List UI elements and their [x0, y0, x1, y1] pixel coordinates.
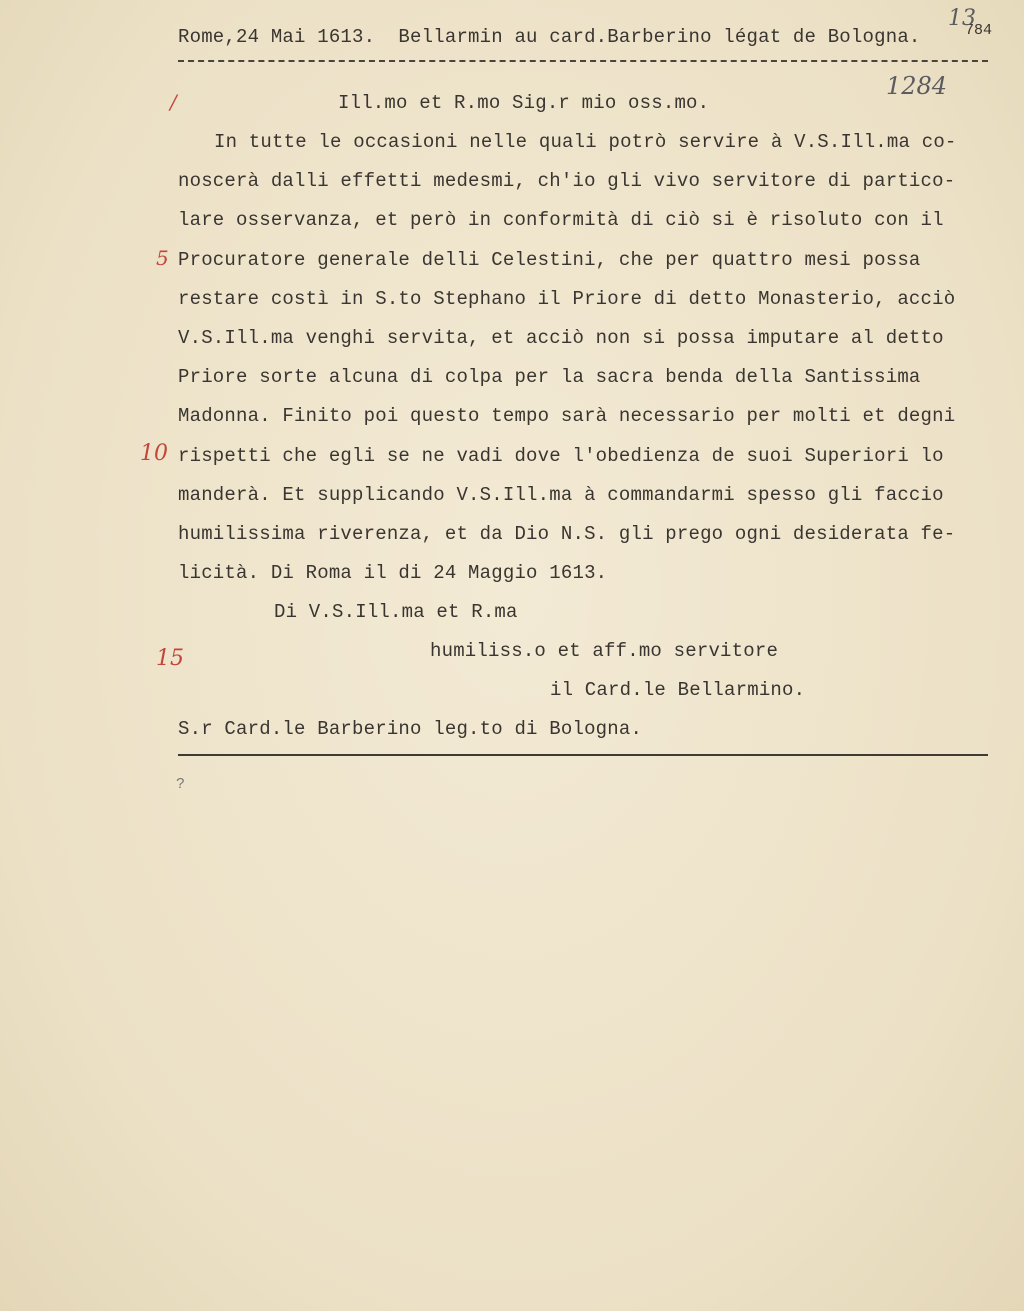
body-line: Priore sorte alcuna di colpa per la sacra benda della Santissima: [178, 366, 921, 388]
body-line: lare osservanza, et però in conformità di ciò si è risoluto con il: [178, 209, 944, 231]
body-line: Procuratore generale delli Celestini, che per quattro mesi possa: [178, 249, 921, 271]
signature: il Card.le Bellarmino.: [550, 679, 806, 701]
pencil-folio-number: 1284: [886, 72, 948, 100]
body-line: manderà. Et supplicando V.S.Ill.ma à commandarmi spesso gli faccio: [178, 484, 944, 506]
body-line: humilissima riverenza, et da Dio N.S. gli prego ogni desiderata fe-: [178, 523, 956, 545]
line-marker-5: 5: [156, 246, 169, 270]
line-marker-1: /: [170, 90, 177, 114]
stray-mark: ?: [176, 776, 186, 793]
body-line: noscerà dalli effetti medesmi, ch'io gli vivo servitore di partico-: [178, 170, 956, 192]
closing-formula: Di V.S.Ill.ma et R.ma: [274, 601, 518, 623]
footer-divider: [178, 754, 988, 756]
typed-page-number: 784: [965, 22, 993, 39]
body-line: In tutte le occasioni nelle quali potrò servire à V.S.Ill.ma co-: [214, 131, 957, 153]
body-line: Madonna. Finito poi questo tempo sarà necessario per molti et degni: [178, 405, 956, 427]
pencil-folio-mark: 13: [948, 6, 976, 31]
document-header: Rome,24 Mai 1613. Bellarmin au card.Barberino légat de Bologna.: [178, 26, 921, 48]
body-line: rispetti che egli se ne vadi dove l'obedienza de suoi Superiori lo: [178, 445, 944, 467]
salutation: Ill.mo et R.mo Sig.r mio oss.mo.: [338, 92, 710, 114]
body-line: licità. Di Roma il di 24 Maggio 1613.: [178, 562, 608, 584]
line-marker-15: 15: [156, 646, 184, 671]
closing-servant: humiliss.o et aff.mo servitore: [430, 640, 779, 662]
body-line: V.S.Ill.ma venghi servita, et acciò non si possa imputare al detto: [178, 327, 944, 349]
body-line: restare costì in S.to Stephano il Priore di detto Monasterio, acciò: [178, 288, 956, 310]
address-line: S.r Card.le Barberino leg.to di Bologna.: [178, 718, 643, 740]
line-marker-10: 10: [140, 441, 168, 466]
header-divider: [178, 60, 988, 62]
